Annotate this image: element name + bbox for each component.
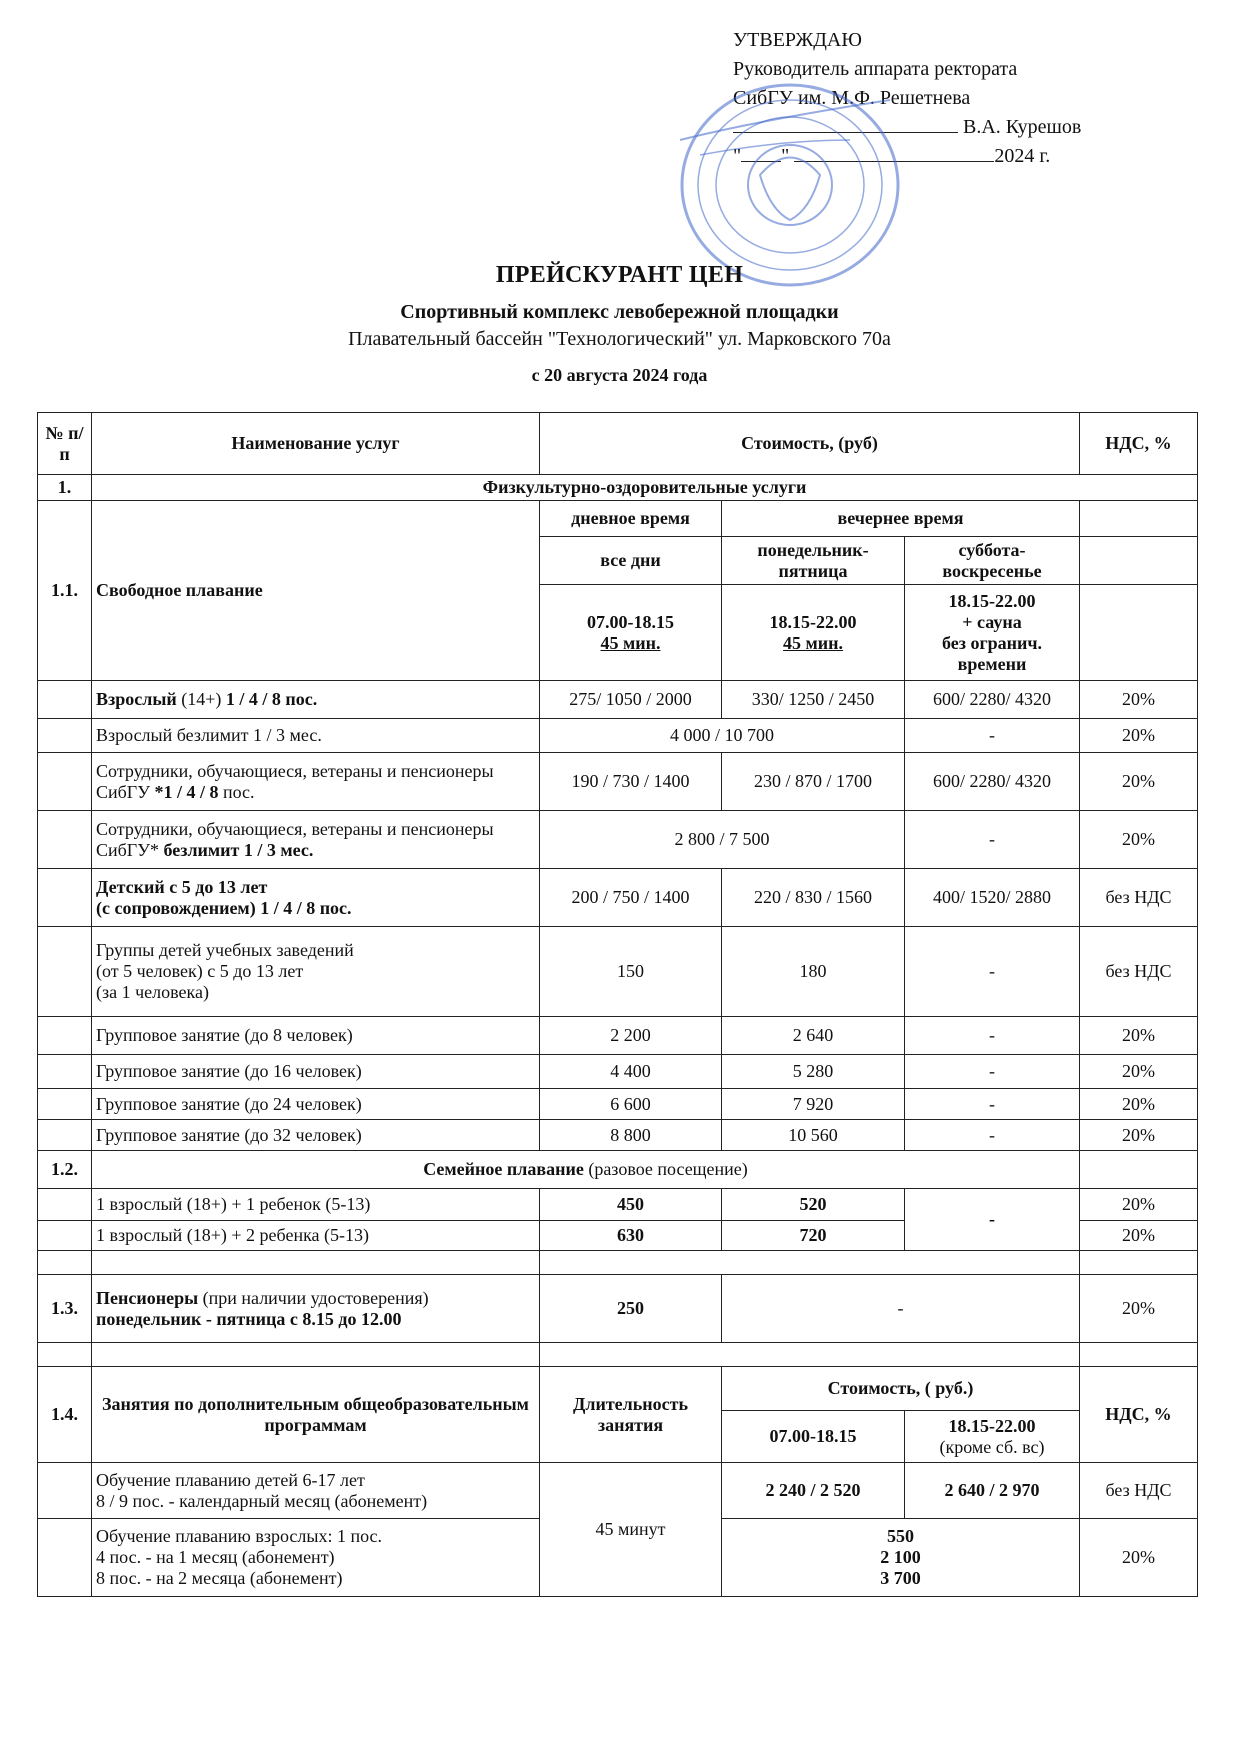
row-price-day: 275/ 1050 / 2000 (540, 681, 722, 719)
table-row (38, 1089, 1198, 1120)
row-vat: 20% (1080, 1120, 1198, 1151)
row-price-day: 2 200 (540, 1017, 722, 1055)
table-row (38, 1463, 1198, 1519)
section1-row (38, 475, 1198, 501)
row-price-weekday-evening: 220 / 830 / 1560 (722, 869, 905, 927)
row-vat: без НДС (1080, 869, 1198, 927)
s11-header-row-1 (38, 501, 1198, 537)
row-vat: без НДС (1080, 927, 1198, 1017)
table-row (38, 1055, 1198, 1089)
row-price-weekend: 400/ 1520/ 2880 (905, 869, 1080, 927)
s14-time2-cell: 18.15-22.00 (кроме сб. вс) (905, 1411, 1080, 1463)
approval-line2: Руководитель аппарата ректората (733, 58, 1018, 80)
s14-cost-header: Стоимость, ( руб.) (722, 1367, 1080, 1411)
row-price-combined: 4 000 / 10 700 (540, 719, 905, 753)
s13-num: 1.3. (38, 1275, 92, 1343)
s11-dur2: 45 мин. (782, 632, 843, 653)
row-vat: 20% (1080, 1055, 1198, 1089)
s14-header-row-1 (38, 1367, 1198, 1411)
row-vat: 20% (1080, 1189, 1198, 1221)
s11-time1-cell (540, 585, 722, 681)
s13-name: Пенсионеры (при наличии удостоверения) понедельник - пятница с 8.15 до 12.00 (92, 1275, 540, 1343)
empty-cell (1080, 537, 1198, 585)
table-header-row (38, 413, 1198, 475)
header-num: № п/п (38, 413, 92, 475)
row-vat: 20% (1080, 1519, 1198, 1597)
row-price-day: 6 600 (540, 1089, 722, 1120)
row-price-weekday-evening: 180 (722, 927, 905, 1017)
row-price-weekday-evening: 230 / 870 / 1700 (722, 753, 905, 811)
row-vat: 20% (1080, 719, 1198, 753)
row-vat: 20% (1080, 1221, 1198, 1251)
row-name: Детский с 5 до 13 лет (с сопровождением) 1 / 4 / 8 пос. (92, 869, 540, 927)
s11-time1: 07.00-18.15 (587, 611, 674, 632)
row-price-day: 150 (540, 927, 722, 1017)
row-price-day: 190 / 730 / 1400 (540, 753, 722, 811)
row-price-weekend: - (905, 1089, 1080, 1120)
row-price-weekday-evening: 10 560 (722, 1120, 905, 1151)
s14-time1: 07.00-18.15 (722, 1411, 905, 1463)
s11-day: дневное время (540, 501, 722, 537)
s14-duration-value: 45 минут (540, 1463, 722, 1597)
row-price-day: 8 800 (540, 1120, 722, 1151)
row-price-weekend: - (905, 927, 1080, 1017)
s11-sauna: + сауна (962, 611, 1022, 632)
s11-dur1: 45 мин. (600, 632, 661, 653)
table-row (38, 927, 1198, 1017)
empty-cell (1080, 585, 1198, 681)
row-price-weekend: - (905, 1017, 1080, 1055)
row-vat: 20% (1080, 753, 1198, 811)
table-row (38, 1120, 1198, 1151)
s11-time3: 18.15-22.00 (948, 590, 1036, 611)
row-price-day: 630 (540, 1221, 722, 1251)
row-name: Группы детей учебных заведений (от 5 человек) с 5 до 13 лет (за 1 человека) (92, 927, 540, 1017)
row-name: Взрослый безлимит 1 / 3 мес. (92, 719, 540, 753)
row-name: Групповое занятие (до 8 человек) (92, 1017, 540, 1055)
table-row (38, 753, 1198, 811)
row-price-weekend: - (905, 1120, 1080, 1151)
approval-date-line: " " 2024 г. (733, 145, 1051, 167)
row-name: 1 взрослый (18+) + 2 ребенка (5-13) (92, 1221, 540, 1251)
row-price-combined: 550 2 100 3 700 (722, 1519, 1080, 1597)
row-price-day: 450 (540, 1189, 722, 1221)
approval-line1: УТВЕРЖДАЮ (733, 29, 862, 51)
s11-mon-fri: понедельник-пятница (722, 537, 905, 585)
approval-line3: СибГУ им. М.Ф. Решетнева (733, 87, 971, 109)
row-name: Обучение плаванию взрослых: 1 пос. 4 пос. - на 1 месяц (абонемент) 8 пос. - на 2 месяца (абонемент) (92, 1519, 540, 1597)
row-vat: 20% (1080, 811, 1198, 869)
row-price-day: 4 400 (540, 1055, 722, 1089)
row-price-combined: 2 800 / 7 500 (540, 811, 905, 869)
spacer-row (38, 1343, 1198, 1367)
section1-title: Физкультурно-оздоровительные услуги (92, 475, 1198, 501)
row-name: Сотрудники, обучающиеся, ветераны и пенсионеры СибГУ* безлимит 1 / 3 мес. (92, 811, 540, 869)
s13-price-evening: - (722, 1275, 1080, 1343)
s12-title: Семейное плавание (разовое посещение) (92, 1151, 1080, 1189)
s11-time2: 18.15-22.00 (769, 611, 857, 632)
row-price-day: 200 / 750 / 1400 (540, 869, 722, 927)
s11-num: 1.1. (38, 501, 92, 681)
approval-signer: В.А. Курешов (963, 116, 1082, 138)
row-name: Взрослый (14+) 1 / 4 / 8 пос. (92, 681, 540, 719)
approval-date-year: 2024 г. (994, 145, 1051, 167)
row-price-day: 2 240 / 2 520 (722, 1463, 905, 1519)
row-price-weekend: 600/ 2280/ 4320 (905, 681, 1080, 719)
row-name: Групповое занятие (до 16 человек) (92, 1055, 540, 1089)
s14-duration-header: Длительность занятия (540, 1367, 722, 1463)
row-price-evening: 520 (722, 1189, 905, 1221)
document-title: ПРЕЙСКУРАНТ ЦЕН (495, 262, 744, 288)
empty-cell (1080, 501, 1198, 537)
s11-time3-cell (905, 585, 1080, 681)
row-price-weekday-evening: 2 640 (722, 1017, 905, 1055)
s11-name: Свободное плавание (92, 501, 540, 681)
effective-date: с 20 августа 2024 года (531, 365, 708, 385)
s13-row (38, 1275, 1198, 1343)
row-price-weekend: 600/ 2280/ 4320 (905, 753, 1080, 811)
row-price-weekday-evening: 330/ 1250 / 2450 (722, 681, 905, 719)
s13-vat: 20% (1080, 1275, 1198, 1343)
s14-num: 1.4. (38, 1367, 92, 1463)
row-price-weekday-evening: 5 280 (722, 1055, 905, 1089)
s12-weekend-price: - (905, 1189, 1080, 1251)
table-row (38, 869, 1198, 927)
row-vat: 20% (1080, 681, 1198, 719)
row-price-evening: 720 (722, 1221, 905, 1251)
row-price-weekend: - (905, 811, 1080, 869)
section1-num: 1. (38, 475, 92, 501)
document-location: Плавательный бассейн "Технологический" ул. Марковского 70а (348, 328, 891, 350)
row-vat: 20% (1080, 1017, 1198, 1055)
table-row (38, 681, 1198, 719)
header-service: Наименование услуг (92, 413, 540, 475)
row-name: Групповое занятие (до 32 человек) (92, 1120, 540, 1151)
row-price-weekday-evening: 7 920 (722, 1089, 905, 1120)
spacer-row (38, 1251, 1198, 1275)
s12-num: 1.2. (38, 1151, 92, 1189)
row-price-weekend: - (905, 1055, 1080, 1089)
document-subtitle: Спортивный комплекс левобережной площадки (400, 301, 839, 323)
row-vat: 20% (1080, 1089, 1198, 1120)
table-row (38, 1189, 1198, 1221)
s11-all-days: все дни (540, 537, 722, 585)
s11-sat-sun: суббота-воскресенье (905, 537, 1080, 585)
s14-vat-header: НДС, % (1080, 1367, 1198, 1463)
row-name: 1 взрослый (18+) + 1 ребенок (5-13) (92, 1189, 540, 1221)
s11-evening: вечернее время (722, 501, 1080, 537)
table-row (38, 811, 1198, 869)
table-row (38, 1017, 1198, 1055)
s11-unlim: без огранич. времени (941, 632, 1043, 674)
row-name: Групповое занятие (до 24 человек) (92, 1089, 540, 1120)
row-price-weekend: - (905, 719, 1080, 753)
table-row (38, 719, 1198, 753)
price-table (37, 412, 1198, 1597)
row-vat: без НДС (1080, 1463, 1198, 1519)
s14-title: Занятия по дополнительным общеобразовательным программам (92, 1367, 540, 1463)
row-name: Сотрудники, обучающиеся, ветераны и пенсионеры СибГУ *1 / 4 / 8 пос. (92, 753, 540, 811)
s12-header-row (38, 1151, 1198, 1189)
header-vat: НДС, % (1080, 413, 1198, 475)
s11-time2-cell (722, 585, 905, 681)
row-price-evening: 2 640 / 2 970 (905, 1463, 1080, 1519)
row-name: Обучение плаванию детей 6-17 лет 8 / 9 пос. - календарный месяц (абонемент) (92, 1463, 540, 1519)
s13-price: 250 (540, 1275, 722, 1343)
header-cost: Стоимость, (руб) (540, 413, 1080, 475)
